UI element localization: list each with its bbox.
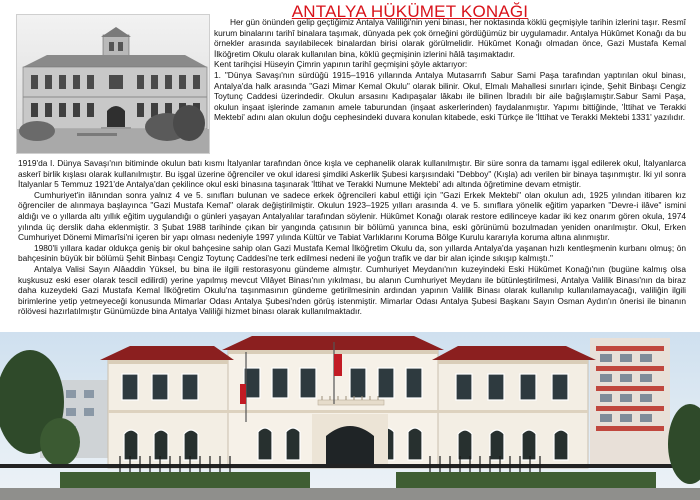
intro-text-column: [214, 17, 686, 123]
historian-intro-line: Kent tarihçisi Hüseyin Çimrin yapının tarihî geçmişini şöyle aktarıyor:: [214, 59, 468, 70]
history-paragraph-4: 1980'li yıllara kadar oldukça geniş bir okul bahçesine sahip olan Gazi Mustafa Kemal İlköğretim Okulu da, son yıllarda Antalya'da yaşanan hızlı kentleşmenin kurbanı olmuş; ön bahçesinin büyük bir bölümü Şehit Binbaşı Cengiz Toytunç Caddesi'ne terk edilmesi nedeni ile yoğun trafik ve dar bir alan içinde sıkışıp kalmıştı.": [18, 242, 686, 264]
page-title: ANTALYA HÜKÜMET KONAĞI: [291, 2, 529, 21]
history-paragraph-2: 1919'da I. Dünya Savaşı'nın bitiminde okulun batı kısmı İtalyanlar tarafından önce kışla ve cephanelik olarak kullanılmıştır. Bir süre sonra da tamamı işgal edilerek okul, İtalyanlarca askerî birlik kışlası olarak kullanılmıştır. Bu işgal üzerine öğrenciler ve okul idaresi şimdiki Askerlik Şubesi karşısındaki "Debboy" (Kışla) adı verilen bir binaya taşınmıştır. İki yıl sonra İtalyanlar 5 Temmuz 1921'de Antalya'dan çekilince okul eski binasına taşınarak 'İttihat ve Terakki Numune Mektebi' adı altında öğretimine devam etmiştir.: [18, 158, 686, 190]
full-width-text: [18, 158, 686, 317]
history-paragraph-5: Antalya Valisi Sayın Alâaddin Yüksel, bu bina ile ilgili restorasyonu gündeme almıştır. Cumhuriyet Meydanı'nın kuzeyindeki Eski Hükûmet Konağı'nın (bugüne kalmış olsa kuşkusuz eski eser olarak tescil edilirdi) yerine yapılmış mevcut Vilâyet Binası'nın yıkılması, bu alanın Cumhuriyet Meydanı ile bütünleştirilmesi, Antalya Valilik Binası'nın da biraz daha kuzeydeki Gazi Mustafa Kemal İlköğretim Okulu'na taşınmasının gündeme getirilmesinin ardından yapının Valilik Binası olarak kullanılıp kullanılamayacağı, valiliğin ilgili birimlerine yetip yetmeyeceği konusunda Mimarlar Odası Antalya Şubesi'nden görüş istenmiştir. Mimarlar Odası Antalya Şubesi Başkanı Sayın Osman Aydın'ın önerisi ile binanın rölövesi hazırlatılmıştır Günümüzde bina Antalya Valiliği hizmet binası olarak kullanılmaktadır.: [18, 263, 686, 317]
historic-building-photo: [16, 14, 210, 154]
government-building-photo: [0, 332, 700, 500]
intro-paragraph: Her gün önünden gelip geçtiğimiz Antalya Valiliği'nin yeni binası, her noktasında köklü geçmişiyle tarihin izlerini taşır. Resmî kurum binalarını tarihî binalara taşımak, dünyada pek çok örneğini gördüğümüz bir uygulamadır. Antalya Hükûmet Konağı da bu örnekler arasında sayılabilecek binalardan birisi olarak görülmelidir. Hükûmet Konağı olmadan önce, Gazi Mustafa Kemal İlköğretim Okulu olarak kullanılan bina, köklü geçmişinin izlerini hâlâ taşımaktadır.: [214, 17, 686, 59]
history-paragraph-1: 1. "Dünya Savaşı'nın sürdüğü 1915–1916 yıllarında Antalya Mutasarrıfı Sabur Sami Paşa tarafından yaptırılan okul binası, Antalya'da halk arasında "Gazi Mimar Kemal Okulu" olarak bilinir. Okul, Elmalı Mahallesi sınırları içinde, Şehit Binbaşı Cengiz Toytunç Caddesi üzerindedir. Okulun arsasını Kadıpaşalar lâkabı ile bilinen İbradılı bir aile bağışlamıştır.Sabur Sami Paşa, okulun inşaat işlerinde zamanın amele taburundan (inşaat askerlerinden) faydalanmıştır. Yapımı bittiğinde, 'İttihat ve Terakki Mektebi' adını alan okulun doğu cephesindeki duvara konulan kitabede, eski Türkçe ile 'İttihat ve Terakki Mektebi 1331' yazılıdır.: [214, 69, 686, 123]
history-paragraph-3: Cumhuriyet'in ilânından sonra yalnız 4 ve 5. sınıfları bulunan ve sadece erkek öğrencileri kabul ettiği için "Gazi Erkek Mektebi" olan okulun adı, 1925 yılından itibaren kız öğrenciler de alınmaya başlayınca "Gazi Mustafa Kemal" olarak değiştirilmiştir. Okulun 1923–1925 yılları arasında 4. ve 5. sınıflara yönelik eğitim yaparken "Devre-i ilâve" ismini aldığı ve o yıllarda altı yıllık eğitim uygulandığı o günleri yaşayan Antalyalılar tarafından söylenir. Hükûmet Konağı olarak restore edilinceye kadar iki kez onarım gören okula, 1974 yılında üç derslik daha eklenmiştir. 3 Şubat 1988 tarihinde çıkan bir yangında çatısının bir bölümü yanınca bina, eski görünümü bozulmadan yeniden onarılmıştır. Okul, Erken Cumhuriyet Dönemi Mimarîsi'ni içeren bir yapı olması nedeniyle 1997 yılında Kültür ve Tabiat Varlıklarını Koruma Bölge Kurulu kararıyla koruma altına alınmıştır.: [18, 189, 686, 243]
